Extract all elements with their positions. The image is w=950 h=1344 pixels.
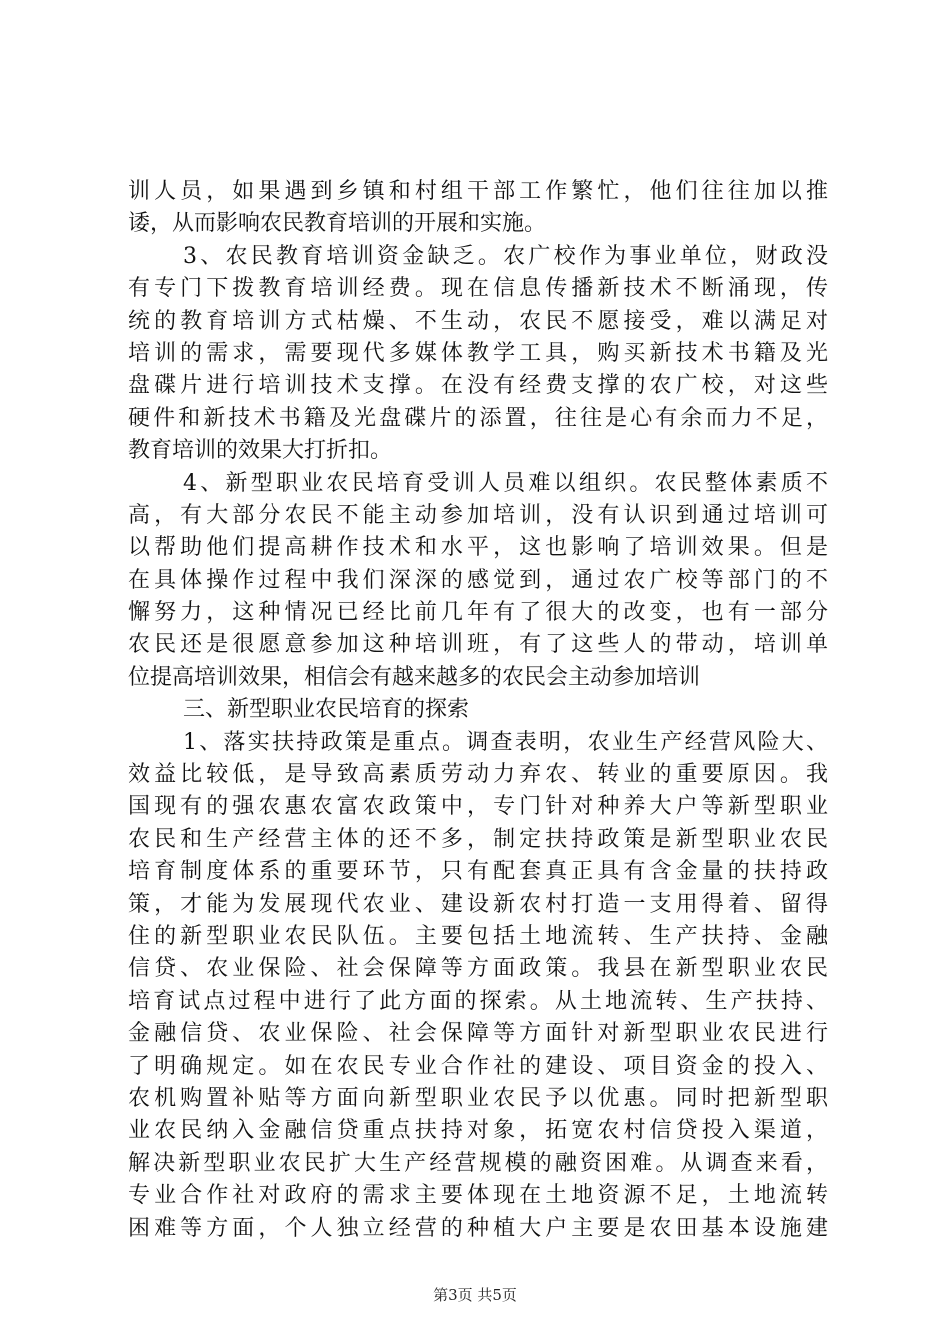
text-line: 3、农民教育培训资金缺乏。农广校作为事业单位，财政没 — [183, 243, 828, 269]
text-line: 农机购置补贴等方面向新型职业农民予以优惠。同时把新型职 — [128, 1085, 828, 1111]
text-line: 1、落实扶持政策是重点。调查表明，农业生产经营风险大、 — [183, 729, 828, 755]
text-line: 教育培训的效果大打折扣。 — [128, 438, 393, 464]
text-line: 业农民纳入金融信贷重点扶持对象，拓宽农村信贷投入渠道， — [128, 1118, 828, 1144]
text-line: 盘碟片进行培训技术支撑。在没有经费支撑的农广校，对这些 — [128, 373, 828, 399]
text-line: 困难等方面，个人独立经营的种植大户主要是农田基本设施建 — [128, 1215, 828, 1241]
text-line: 硬件和新技术书籍及光盘碟片的添置，往往是心有余而力不足， — [128, 405, 828, 431]
text-line: 解决新型职业农民扩大生产经营规模的融资困难。从调查来看， — [128, 1150, 828, 1176]
text-line: 4、新型职业农民培育受训人员难以组织。农民整体素质不 — [183, 470, 828, 496]
body-text — [128, 176, 828, 1245]
text-line: 农民和生产经营主体的还不多，制定扶持政策是新型职业农民 — [128, 826, 828, 852]
text-line: 懈努力，这种情况已经比前几年有了很大的改变，也有一部分 — [128, 600, 828, 626]
text-line: 训人员，如果遇到乡镇和村组干部工作繁忙，他们往往加以推 — [128, 179, 828, 204]
text-line: 培育制度体系的重要环节，只有配套真正具有含金量的扶持政 — [128, 859, 828, 885]
text-line: 金融信贷、农业保险、社会保障等方面针对新型职业农民进行 — [128, 1021, 828, 1047]
text-line: 以帮助他们提高耕作技术和水平，这也影响了培训效果。但是 — [128, 535, 828, 561]
text-line: 效益比较低，是导致高素质劳动力弃农、转业的重要原因。我 — [128, 762, 828, 788]
text-line: 培训的需求，需要现代多媒体教学工具，购买新技术书籍及光 — [128, 340, 828, 366]
text-line: 有专门下拨教育培训经费。现在信息传播新技术不断涌现，传 — [128, 276, 828, 302]
text-line: 高，有大部分农民不能主动参加培训，没有认识到通过培训可 — [128, 502, 828, 528]
text-line: 住的新型职业农民队伍。主要包括土地流转、生产扶持、金融 — [128, 923, 828, 949]
text-line: 国现有的强农惠农富农政策中，专门针对种养大户等新型职业 — [128, 794, 828, 820]
text-line: 在具体操作过程中我们深深的感觉到，通过农广校等部门的不 — [128, 567, 828, 593]
text-line: 培育试点过程中进行了此方面的探索。从土地流转、生产扶持、 — [128, 988, 828, 1014]
text-line: 了明确规定。如在农民专业合作社的建设、项目资金的投入、 — [128, 1053, 828, 1079]
text-line: 诿，从而影响农民教育培训的开展和实施。 — [128, 211, 547, 237]
text-line: 位提高培训效果，相信会有越来越多的农民会主动参加培训 — [128, 664, 701, 690]
text-line: 农民还是很愿意参加这种培训班，有了这些人的带动，培训单 — [128, 632, 828, 658]
text-line: 策，才能为发展现代农业、建设新农村打造一支用得着、留得 — [128, 891, 828, 917]
section-heading: 三、新型职业农民培育的探索 — [183, 697, 470, 723]
text-line: 统的教育培训方式枯燥、不生动，农民不愿接受，难以满足对 — [128, 308, 828, 334]
text-line: 专业合作社对政府的需求主要体现在土地资源不足，土地流转 — [128, 1183, 828, 1209]
text-line: 信贷、农业保险、社会保障等方面政策。我县在新型职业农民 — [128, 956, 828, 982]
page-footer: 第3页 共5页 — [433, 1286, 517, 1304]
